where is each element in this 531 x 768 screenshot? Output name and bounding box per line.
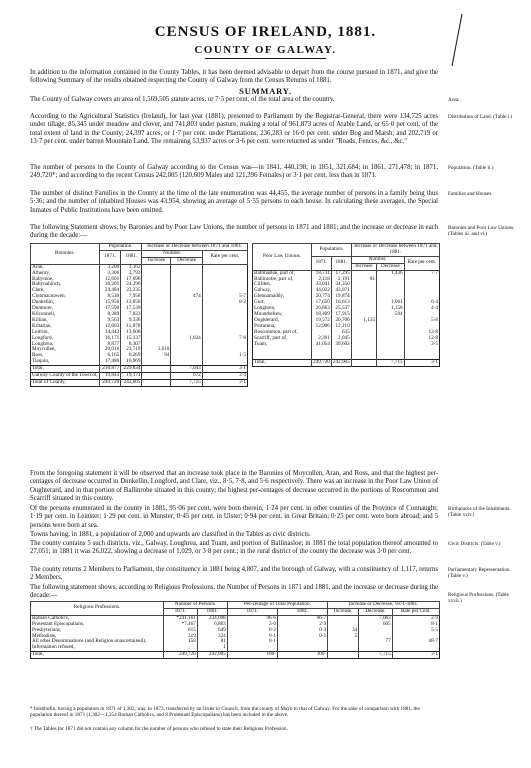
religion-n81: 6,863 — [197, 622, 227, 628]
barony-1871: 20,016 — [99, 347, 120, 353]
union-name: Oughterard, — [254, 316, 279, 323]
barony-rate: 7·8 — [202, 336, 247, 342]
unions-rate-header: Rate per cent. — [404, 256, 439, 270]
union-1871: 41,054 — [312, 342, 332, 348]
barony-1871: 8,877 — [99, 342, 120, 348]
barony-name: Ballynahinch, — [32, 281, 61, 288]
barony-total-decrease: 7,715 — [171, 379, 202, 386]
union-1871: 18,409 — [312, 312, 332, 318]
barony-1881: 7,958 — [121, 294, 142, 300]
union-1871: 18,731 — [312, 270, 332, 276]
barony-total-rate: 3·4 — [202, 373, 247, 380]
union-1871: 2,118 — [312, 277, 332, 283]
religion-name: Presbyterians, — [32, 626, 62, 633]
religion-pc81: 0·3 — [277, 628, 327, 634]
barony-name: Clare, — [32, 287, 45, 294]
union-1871: 19,572 — [312, 318, 332, 324]
union-decrease: 1,061 — [377, 300, 405, 306]
subtitle-rule — [205, 58, 326, 59]
union-rate: 12·8 — [404, 330, 439, 336]
religion-n81: 324 — [197, 634, 227, 640]
union-increase: 1,135 — [351, 318, 376, 324]
agriculture-paragraph: According to the Agricultural Statistics (Ireland), for last year (1881), presented to Parliament by the Registrar-General, there were 134,725 acres under tillage, 85,345 under meadow and clover, and 741,803 under pasture, making a total of 961,873 acres of Arable Land, or 65·0 per cent. of the total extent of land in the County; 24,397 acres, or 1·7 per cent. under Plantations, 236,283 or 16·0 per cent. under Bog and Marsh; and 202,719 or 13·7 per cent. under barren Mountain Land. The remaining 53,937 acres or 3·6 per cent. were returned as under "Roads, Fences, &c., &c." — [30, 113, 438, 145]
towns-paragraph: Towns having, in 1881, a population of 2,000 and upwards are classified in the Tables as civic districts. — [30, 531, 311, 538]
barony-1881: 9,336 — [121, 318, 142, 324]
union-name: Tuam, — [254, 340, 268, 347]
barony-rate: 8·2 — [202, 300, 247, 306]
religion-rate: 5·5 — [392, 628, 439, 634]
margin-note-baronies: Baronies and Poor Law Unions. (Tables iii. and vi.) — [448, 225, 515, 238]
union-total-decrease: 7,715 — [377, 360, 405, 367]
barony-name: Longford, — [32, 334, 53, 341]
religion-pc71: 3·0 — [227, 622, 277, 628]
barony-1871: 8,389 — [99, 312, 120, 318]
religion-pc71: 0·1 — [227, 634, 277, 640]
religion-pc81: 0·1 — [277, 634, 327, 640]
religion-increase: 5 — [328, 634, 359, 640]
union-decrease: 1,436 — [377, 270, 405, 276]
barony-total-1881: 19,171 — [121, 373, 142, 380]
union-name: Galway, — [254, 287, 272, 294]
union-total-name: Total, — [253, 360, 312, 367]
religion-name: All other Denominations (and Religion unascertained), — [32, 638, 147, 645]
union-1881: 34,350 — [331, 282, 351, 288]
inc-dec-header: Increase or Decrease between 1871 and 1881. — [142, 244, 248, 251]
unions-1881-header: 1881. — [331, 256, 351, 270]
increase-header: Increase — [142, 257, 171, 264]
barony-1871: 16,171 — [99, 336, 120, 342]
summary-heading: SUMMARY. — [239, 86, 292, 96]
religion-increase: 34 — [328, 628, 359, 634]
union-1881: 19,874 — [331, 294, 351, 300]
barony-total-decrease: 672 — [171, 373, 202, 380]
barony-name: Athenry, — [32, 269, 50, 276]
barony-name: Aran, — [32, 263, 44, 270]
union-1881: 2,191 — [331, 277, 351, 283]
union-total-1881: 242,005 — [332, 359, 350, 366]
barony-total-name: Total of County, — [31, 379, 100, 386]
religion-total-n71: 249,720 — [164, 652, 198, 659]
barony-total-1871: 249,720 — [99, 379, 120, 386]
barony-name: Kiltartan, — [32, 322, 52, 329]
unions-number-header: Number. — [351, 256, 404, 263]
decrease-header: Decrease — [171, 257, 202, 264]
religion-rate: 2·9 — [392, 615, 439, 621]
barony-1881: 15,137 — [121, 336, 142, 342]
religion-pc71: 0·1 — [227, 639, 277, 645]
barony-1881: 3,163 — [121, 264, 142, 270]
barony-1881: 17,696 — [121, 277, 142, 283]
barony-1881: 17,539 — [121, 306, 142, 312]
civic-paragraph: The county contains 5 such districts, viz., Galway, Loughrea, and Tuam, and portion of Ballinasloe; in 1881 the total population thereof amounted to 27,051; in 1881 it was 26,022, showing a decrease of 1,029, or 3·8 per cent.; in the rural district of the county the decrease was 3·0 per cent. — [30, 540, 438, 556]
barony-1881: 13,608 — [121, 330, 142, 336]
religion-n81: 649 — [197, 628, 227, 634]
union-total-rate: 3·1 — [404, 360, 439, 367]
barony-total-increase — [142, 366, 171, 373]
religion-pc71: 96·6 — [227, 615, 277, 621]
margin-note-parliament: Parliamentary Representation (Table v.) — [448, 567, 510, 580]
margin-note-population: Population. (Table ii.) — [448, 165, 494, 171]
union-name: Roscommon, part of, — [254, 328, 298, 335]
margin-note-birthplaces: Birthplaces of the Inhabitants. (Table xxiv.) — [448, 506, 511, 519]
religion-total-increase — [328, 652, 359, 659]
barony-1871: 8,530 — [99, 294, 120, 300]
margin-note-families: Families and Houses. — [448, 191, 493, 197]
religion-n81: 234,098 — [197, 615, 227, 621]
intro-paragraph: In addition to the information contained in the County Tables, it has been deemed advisable to depart from the course pursued in 1871, and give the following Summary of the results obtained respecting the County of Galway from the Census Returns of 1881. — [30, 69, 438, 85]
after-table-paragraph: From the foregoing statement it will be observed that an increase took place in the Baronies of Moycullen, Aran, and Ross, and that the highest per-centages of decrease occurred in Dunkellin, Longford, and Clare, viz., 8·5, 7·8, and 5·6 respectively. There was an increase in the Poor Law Union of Oughterard, and in that portion of Ballinrobe situated in this county; the highest per-centages of decrease occurred in the portions of Roscommon and Scarriff situated in this county. — [30, 470, 438, 502]
union-decrease: 594 — [377, 312, 405, 318]
barony-total-1881: 229,834 — [121, 366, 142, 373]
document-subtitle: COUNTY OF GALWAY. — [194, 44, 337, 56]
barony-1871: 36,201 — [99, 282, 120, 288]
union-rate: 5·8 — [404, 318, 439, 324]
barony-1881: 23,719 — [121, 347, 142, 353]
religion-pc71: 0·2 — [227, 628, 277, 634]
union-name: Clifden, — [254, 281, 271, 288]
union-rate: 6·4 — [404, 300, 439, 306]
union-decrease: 1,158 — [377, 306, 405, 312]
footnote-religion: † The Tables for 1871 did not contain any column for the number of persons who refused to state their Religious Profession. — [30, 726, 288, 732]
document-title: CENSUS OF IRELAND, 1881. — [154, 24, 377, 40]
barony-name: Tiaquin, — [32, 358, 50, 365]
baronies-header: Baronies. — [31, 244, 100, 265]
unions-header: Poor Law Unions. — [253, 244, 312, 271]
union-name: Loughrea, — [254, 305, 276, 312]
religion-pc71-header: 1871. — [227, 608, 277, 615]
barony-1871: 9,563 — [99, 318, 120, 324]
union-rate: 4·4 — [404, 306, 439, 312]
unions-inc-dec-header: Increase or Decrease between 1871 and 1881. — [351, 244, 439, 257]
union-name: Portumna, — [254, 322, 276, 329]
religion-rate-header: Rate per Cent. — [392, 608, 439, 615]
barony-rate: 5·7 — [202, 294, 247, 300]
religion-increase-header: Increase. — [328, 608, 359, 615]
religion-n81: 1 — [197, 645, 227, 651]
barony-total-rate: 3·1 — [202, 366, 247, 373]
union-1871: 33,041 — [312, 282, 332, 288]
religion-incdec-header: Increase or Decrease, 1871-1881. — [328, 602, 440, 609]
barony-total-name: Galway County of the Town of, — [32, 372, 98, 379]
barony-1871: 3,306 — [99, 271, 120, 277]
barony-name: Dunkellin, — [32, 299, 55, 306]
barony-name: Moycullen, — [32, 346, 56, 353]
barony-1881: 7,823 — [121, 312, 142, 318]
religion-n71: 319 — [164, 634, 198, 640]
union-1871: 12,906 — [312, 324, 332, 330]
union-name: Ballinasloe, part of, — [254, 269, 295, 276]
religion-n71: 158 — [164, 639, 198, 645]
religion-decrease: 605 — [359, 622, 393, 628]
year-1881-header: 1881. — [121, 250, 142, 264]
barony-name: Killian, — [32, 316, 48, 323]
religion-rate: 48·7 — [392, 639, 439, 645]
barony-1871: 15,956 — [99, 300, 120, 306]
barony-1871: 12,601 — [99, 277, 120, 283]
religion-intro-paragraph: The following statement shows, according to Religious Professions, the Number of Persons in 1871 and 1881, and the increase or decrease during the decade:— — [30, 584, 438, 600]
barony-1881: 23,235 — [121, 288, 142, 294]
barony-1881: 3,793 — [121, 271, 142, 277]
unions-table — [252, 243, 440, 367]
union-1881: 43,071 — [331, 288, 351, 294]
barony-1871: 3,200 — [99, 264, 120, 270]
number-header: Number. — [142, 250, 202, 257]
union-1881: 17,915 — [331, 312, 351, 318]
union-total-1871: 249,720 — [313, 359, 330, 366]
barony-name: Dunmore, — [32, 305, 53, 312]
barony-name: Ross, — [32, 352, 44, 359]
union-1871: 20,774 — [312, 294, 332, 300]
barony-name: Ballymoe, — [32, 275, 54, 282]
religion-total-pc71: 100· — [227, 652, 277, 659]
barony-rate: 1·5 — [202, 353, 247, 359]
religion-pc81-header: 1881. — [277, 608, 327, 615]
union-1881: 20,706 — [331, 318, 351, 324]
margin-note-religion: Religious Professions. (Table xxvii.) — [448, 592, 509, 605]
religion-name: Roman Catholics, — [32, 614, 70, 621]
union-1881: 17,295 — [331, 270, 351, 276]
barony-1871: 14,443 — [99, 330, 120, 336]
families-paragraph: The number of distinct Families in the County at the time of the late enumeration was 44,455, the average number of persons in a family being thus 5·36; and the number of inhabited Houses was 43,954, showing an average of 5·55 persons to each house. In calculating these averages, the Special Inmates of Public Institutions have been omitted. — [30, 190, 438, 214]
religion-decrease: 7,063 — [359, 615, 393, 621]
parliament-paragraph: The county returns 2 Members to Parliament, the constituency in 1881 being 4,807, and the borough of Galway, with a constituency of 1,117, returns 2 Members. — [30, 566, 438, 582]
barony-1871: 12,603 — [99, 324, 120, 330]
unions-1871-header: 1871. — [312, 256, 332, 270]
barony-1881: 6,269 — [121, 353, 142, 359]
barony-increase: 94 — [142, 353, 171, 359]
barony-name: Kilconnell, — [32, 310, 56, 317]
barony-name: Leitrim, — [32, 328, 49, 335]
union-1881: 39,602 — [331, 342, 351, 348]
barony-total-decrease: 7,043 — [171, 366, 202, 373]
union-1881: 2,045 — [331, 336, 351, 342]
barony-total-rate: 3·1 — [202, 379, 247, 386]
union-rate: 7·7 — [404, 270, 439, 276]
union-name: Ballinrobe, part of, — [254, 275, 294, 282]
population-header: Population. — [99, 244, 142, 251]
baronies-table — [30, 243, 248, 387]
religion-prof-header: Religious Professions. — [31, 602, 164, 616]
table-row — [253, 360, 440, 367]
union-1881: 12,210 — [331, 324, 351, 330]
barony-total-1871: 230,877 — [99, 366, 120, 373]
union-1871: 26,863 — [312, 306, 332, 312]
religion-number-header: Number of Persons. — [164, 602, 228, 609]
religion-name: Information refused, — [32, 644, 75, 651]
religion-total-name: Total, — [31, 652, 164, 659]
religion-decrease: 77 — [359, 639, 393, 645]
barony-total-name: Total, — [31, 366, 100, 373]
barony-1871: 17,486 — [99, 359, 120, 365]
barony-1881: 16,969 — [121, 359, 142, 365]
union-1871: 17,650 — [312, 300, 332, 306]
religion-pc81: 96·7 — [277, 615, 327, 621]
barony-decrease: 474 — [171, 294, 202, 300]
barony-name: Clonmacnowen, — [32, 293, 66, 300]
area-paragraph: The County of Galway covers an area of 1,569,505 statute acres, or 7·5 per cent. of the total area of the country. — [30, 96, 335, 103]
religion-total-decrease: 7,715 — [359, 652, 393, 659]
barony-name: Loughrea, — [32, 340, 54, 347]
table-row — [31, 652, 440, 659]
religion-n81-header: 1881. — [197, 608, 227, 615]
barony-total-increase — [142, 373, 171, 380]
margin-note-area: Area. — [448, 97, 460, 103]
unions-increase-header: Increase — [351, 263, 376, 270]
religion-name: Methodists, — [32, 632, 57, 639]
barony-1871: 17,590 — [99, 306, 120, 312]
union-1871: 2,391 — [312, 336, 332, 342]
barony-1881: 24,290 — [121, 282, 142, 288]
barony-1881: 13,856 — [121, 300, 142, 306]
union-name: Gort, — [254, 299, 265, 306]
baronies-intro-paragraph: The following Statement shows, by Baronies and by Poor Law Unions, the number of persons in 1871 and 1881; and the increase or decrease in each during the decade:— — [30, 224, 438, 240]
union-name: Scarriff, part of, — [254, 334, 288, 341]
unions-population-header: Population. — [312, 244, 352, 257]
year-1871-header: 1871. — [99, 250, 120, 264]
rate-header: Rate per cent. — [202, 250, 247, 264]
religion-n71-header: 1871. — [164, 608, 198, 615]
union-1881: 25,537 — [331, 306, 351, 312]
barony-total-1871: 19,843 — [99, 373, 120, 380]
religion-table — [30, 601, 440, 659]
religion-pc81: 2·9 — [277, 622, 327, 628]
barony-1871: 6,165 — [99, 353, 120, 359]
religion-total-n81: 242,005 — [197, 652, 227, 659]
barony-1881: 8,307 — [121, 342, 142, 348]
religion-n71: 615 — [164, 628, 198, 634]
table-row — [31, 379, 248, 386]
birthplaces-paragraph: Of the persons enumerated in the county in 1881, 95·06 per cent. were born therein, 1·24 per cent. in other counties of the Province of Connaught; 1·19 per cent. in Leinster; 1·29 per cent. in Munster; 0·45 per cent. in Ulster; 0·94 per cent. in Great Britain; 0·25 per cent. were born abroad; and 5 persons were born at sea. — [30, 505, 438, 529]
union-rate: 12·8 — [404, 336, 439, 342]
religion-pct-header: Per-centage of Total Population. — [227, 602, 327, 609]
unions-decrease-header: Decrease — [377, 263, 405, 270]
union-1871: 44,022 — [312, 288, 332, 294]
religion-n81: 81 — [197, 639, 227, 645]
union-rate: 3·5 — [404, 342, 439, 348]
religion-n71: *241,161 — [164, 615, 198, 621]
barony-1881: 11,878 — [121, 324, 142, 330]
barony-total-1881: 242,005 — [121, 379, 142, 386]
religion-name: Protestant Episcopalians, — [32, 620, 85, 627]
union-name: Mountbellew, — [254, 310, 283, 317]
union-name: Glennamaddy, — [254, 293, 285, 300]
population-paragraph: The number of persons in the County of Galway according to the Census was—in 1841, 440,198; in 1851, 321,684; in 1861, 271,478; in 1871, 249,720*; and according to the recent Census 242,005 (120,609 Males and 121,396 Females) or 3·1 per cent. less than in 1871. — [30, 164, 438, 180]
union-1881: 635 — [331, 330, 351, 336]
margin-note-civic: Civic Districts. (Table v.) — [448, 541, 501, 547]
religion-n71: *7,467 — [164, 622, 198, 628]
margin-note-agriculture: Distribution of Land. (Table i.) — [448, 114, 513, 120]
barony-1871: 24,484 — [99, 288, 120, 294]
union-increase: 81 — [351, 277, 376, 283]
union-1881: 16,613 — [331, 300, 351, 306]
barony-total-increase — [142, 379, 171, 386]
barony-increase: 1,610 — [142, 347, 171, 353]
footnote-inishbofin: * Inishbofin, having a population in 1871 of 1,302, was, in 1873, transferred by an Order in Council, from the county of Mayo to that of Galway. For the sake of comparison with 1881, the population thereof in 1871 (1,302—1,254 Roman Catholics, and 8 Protestant Episcopalians) has been included in the above. — [30, 706, 420, 719]
union-total-increase — [351, 360, 376, 367]
barony-decrease: 1,034 — [171, 336, 202, 342]
religion-rate: 8·1 — [392, 622, 439, 628]
religion-total-rate: 3·1 — [392, 652, 439, 659]
religion-total-pc81: 100· — [277, 652, 327, 659]
religion-decrease-header: Decrease. — [359, 608, 393, 615]
